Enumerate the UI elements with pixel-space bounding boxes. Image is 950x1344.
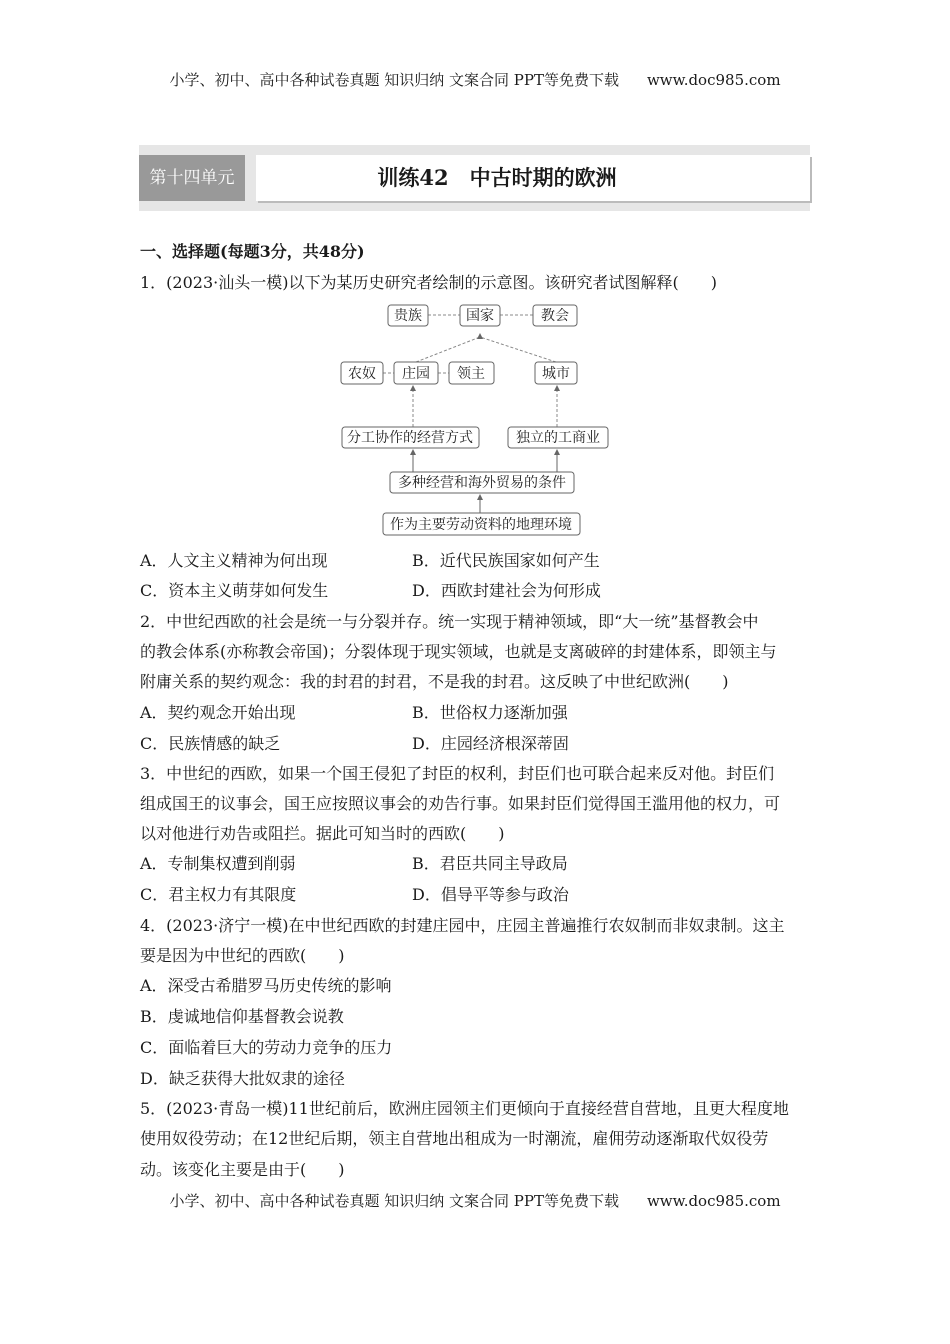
q4-line2: 要是因为中世纪的西欧( ) <box>140 946 345 965</box>
header-text: 小学、初中、高中各种试卷真题 知识归纳 文案合同 PPT等免费下载 <box>169 71 619 89</box>
q5-line2: 使用奴役劳动；在12世纪后期，领主自营地出租成为一时潮流，雇佣劳动逐渐取代奴役劳 <box>140 1129 769 1148</box>
q1-option-d[interactable]: D．西欧封建社会为何形成 <box>412 581 601 600</box>
q3-line1: 3．中世纪的西欧，如果一个国王侵犯了封臣的权利，封臣们也可联合起来反对他。封臣们 <box>140 764 775 783</box>
node-trade-conditions: 多种经营和海外贸易的条件 <box>398 475 566 491</box>
q3-option-d[interactable]: D．倡导平等参与政治 <box>412 885 569 904</box>
q2-option-c[interactable]: C．民族情感的缺乏 <box>140 734 281 753</box>
q2-option-d[interactable]: D．庄园经济根深蒂固 <box>412 734 569 753</box>
q1-option-c[interactable]: C．资本主义萌芽如何发生 <box>140 581 329 600</box>
q3-option-a[interactable]: A．专制集权遭到削弱 <box>140 854 296 873</box>
node-state: 国家 <box>466 308 494 324</box>
q1-options-row2 <box>140 581 812 601</box>
q2-options-row2 <box>140 734 812 754</box>
diagram <box>0 0 950 560</box>
q2-line1: 2．中世纪西欧的社会是统一与分裂并存。统一实现于精神领域，即“大一统”基督教会中 <box>140 612 759 631</box>
q4-line1: 4．(2023·济宁一模)在中世纪西欧的封建庄园中，庄园主普遍推行农奴制而非奴隶制。这主 <box>140 916 785 935</box>
q2-line2: 的教会体系(亦称教会帝国)；分裂体现于现实领域，也就是支离破碎的封建体系，即领主与 <box>140 642 777 661</box>
node-division-of-labor: 分工协作的经营方式 <box>347 430 473 446</box>
node-city: 城市 <box>542 366 570 382</box>
q4-option-c[interactable]: C．面临着巨大的劳动力竞争的压力 <box>140 1038 393 1057</box>
node-lord: 领主 <box>457 366 485 382</box>
q1-options-row1 <box>140 551 812 571</box>
page-title: 训练42 中古时期的欧洲 <box>377 165 617 190</box>
q3-option-c[interactable]: C．君主权力有其限度 <box>140 885 297 904</box>
header-site: www.doc985.com <box>646 71 781 89</box>
section-heading: 一、选择题(每题3分，共48分) <box>140 242 365 261</box>
node-manor: 庄园 <box>402 366 430 382</box>
q3-options-row2 <box>140 885 812 905</box>
q4-option-a[interactable]: A．深受古希腊罗马历史传统的影响 <box>140 976 392 995</box>
q5-line1: 5．(2023·青岛一模)11世纪前后，欧洲庄园领主们更倾向于直接经营自营地，且更大程度地 <box>140 1099 789 1118</box>
q4-option-b[interactable]: B．虔诚地信仰基督教会说教 <box>140 1007 344 1026</box>
q3-line2: 组成国王的议事会，国王应按照议事会的劝告行事。如果封臣们觉得国王滥用他的权力，可 <box>140 794 781 813</box>
q3-line3: 以对他进行劝告或阻拦。据此可知当时的西欧( ) <box>140 824 505 843</box>
q1-stem: 1．(2023·汕头一模)以下为某历史研究者绘制的示意图。该研究者试图解释( ) <box>140 273 717 292</box>
node-industry: 独立的工商业 <box>516 430 600 446</box>
q2-option-b[interactable]: B．世俗权力逐渐加强 <box>412 703 568 722</box>
node-serfs: 农奴 <box>348 366 376 382</box>
q3-options-row1 <box>140 854 812 874</box>
page-footer <box>0 1190 950 1211</box>
q1-option-b[interactable]: B．近代民族国家如何产生 <box>412 551 600 570</box>
node-church: 教会 <box>541 308 569 324</box>
q4-option-d[interactable]: D．缺乏获得大批奴隶的途径 <box>140 1069 345 1088</box>
q3-option-b[interactable]: B．君臣共同主导政局 <box>412 854 568 873</box>
footer-text: 小学、初中、高中各种试卷真题 知识归纳 文案合同 PPT等免费下载 <box>169 1192 619 1210</box>
q2-option-a[interactable]: A．契约观念开始出现 <box>140 703 296 722</box>
q2-options-row1 <box>140 703 812 723</box>
q1-option-a[interactable]: A．人文主义精神为何出现 <box>140 551 328 570</box>
q2-line3: 附庸关系的契约观念：我的封君的封君，不是我的封君。这反映了中世纪欧洲( ) <box>140 672 729 691</box>
node-geography: 作为主要劳动资料的地理环境 <box>390 517 572 533</box>
q5-line3: 动。该变化主要是由于( ) <box>140 1160 345 1179</box>
unit-label: 第十四单元 <box>139 155 245 201</box>
footer-site: www.doc985.com <box>646 1192 781 1210</box>
node-nobles: 贵族 <box>394 308 422 324</box>
